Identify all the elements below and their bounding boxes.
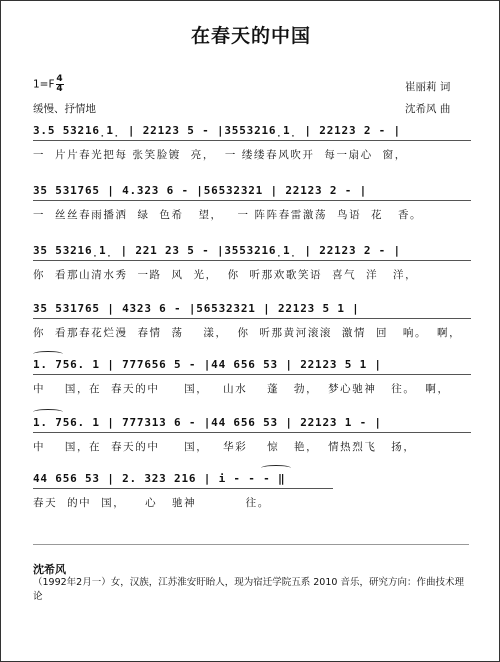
composer-credit: 沈希风 曲 — [405, 103, 451, 115]
song-title: 在春天的中国 — [190, 25, 311, 47]
score-system-1 — [33, 123, 471, 163]
composer-bio-text: （1992年2月一）女，汉族，江苏淮安盱眙人，现为宿迁学院五系 2010 音乐，研究方向：作曲技术理论 — [33, 577, 464, 602]
notation-line: 3.5 53216̣1̣ | 22123 5 - |3553216̣1̣ | 22123 2 - | — [33, 123, 471, 141]
notation-line: 1. 756. 1 | 777313 6 - |44 656 53 | 22123 1 - | — [33, 415, 471, 433]
notation-line: 35 53216̣1̣ | 221 23 5 - |3553216̣1̣ | 22123 2 - | — [33, 243, 471, 261]
notation-line: 44 656 53 | 2. 323 216 | i - - - ‖ — [33, 471, 333, 489]
lyrics-line: 一 片片春光把每 张笑脸镀 亮， 一 缕缕春风吹开 每一扇心 窗， — [33, 149, 407, 161]
time-signature — [56, 75, 64, 94]
notation-line: 35 531765 | 4.323 6 - |56532321 | 22123 2 - | — [33, 183, 471, 201]
lyrics-line: 中 国，在 春天的中 国， 山水 蓬 勃， 梦心驰神 往。 啊， — [33, 383, 450, 395]
lyrics-line: 你 看那山清水秀 一路 风 光， 你 听那欢歌笑语 喜气 洋 洋， — [33, 269, 418, 281]
notation-line: 1. 756. 1 | 777656 5 - |44 656 53 | 22123 5 1 | — [33, 357, 471, 375]
score-system-5 — [33, 357, 471, 397]
tempo-marking: 缓慢、抒情地 — [33, 103, 96, 115]
lyrics-line: 你 看那春花烂漫 春情 荡 漾， 你 听那黄河滚滚 激情 回 响。 啊， — [33, 327, 462, 339]
lyricist-credit: 崔丽莉 词 — [405, 81, 451, 93]
slur-mark — [33, 409, 63, 415]
score-system-6 — [33, 415, 471, 455]
slur-mark — [33, 351, 63, 357]
composer-bio-name: 沈希风 — [33, 563, 66, 576]
notation-line: 35 531765 | 4323 6 - |56532321 | 22123 5 1 | — [33, 301, 471, 319]
lyrics-line: 春天 的中 国， 心 驰神 往。 — [33, 497, 270, 509]
section-divider — [33, 544, 469, 545]
key-signature — [33, 75, 64, 94]
key-label: 1=F — [33, 78, 55, 91]
score-system-2 — [33, 183, 471, 223]
score-system-3 — [33, 243, 471, 283]
time-top: 4 — [56, 74, 63, 84]
score-system-4 — [33, 301, 471, 341]
lyrics-line: 一 丝丝春雨播洒 绿 色希 望， 一 阵阵春雷激荡 鸟语 花 香。 — [33, 209, 423, 221]
time-bottom: 4 — [56, 84, 63, 94]
score-system-7 — [33, 471, 333, 511]
slur-mark — [261, 465, 291, 471]
lyrics-line: 中 国，在 春天的中 国， 华彩 惊 艳， 情热烈飞 扬， — [33, 441, 416, 453]
